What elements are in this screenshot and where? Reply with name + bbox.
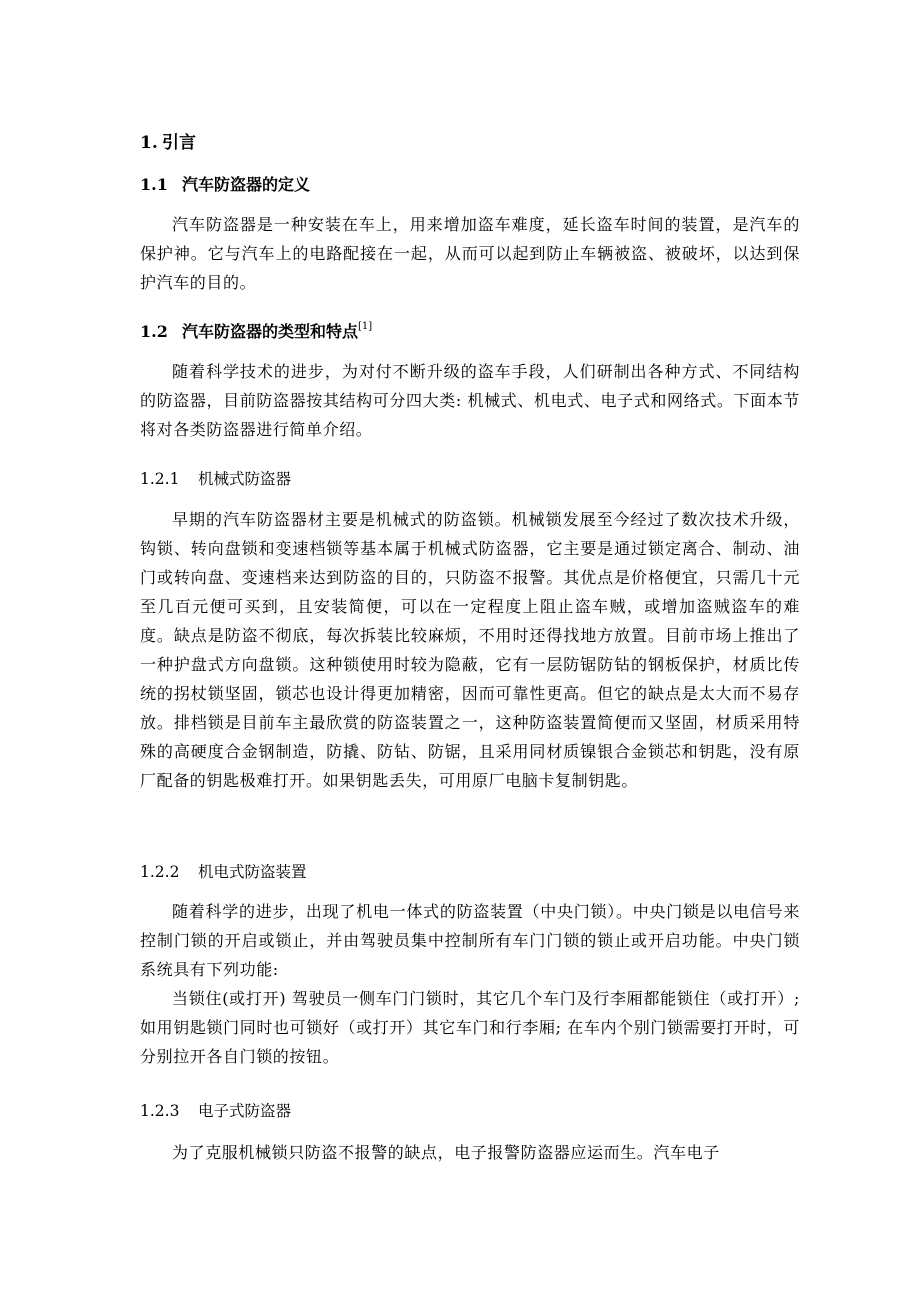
section-1-2-1-heading [140, 467, 800, 491]
section-title: 电子式防盗器 [198, 1102, 292, 1120]
section-number: 1.2.3 [140, 1102, 180, 1120]
citation-ref: [1] [358, 321, 373, 332]
section-title: 汽车防盗器的类型和特点 [182, 322, 359, 341]
section-number: 1.2.2 [140, 863, 180, 881]
section-number: 1.1 [140, 175, 168, 194]
section-1-2-2-paragraph-2: 当锁住(或打开) 驾驶员一侧车门门锁时，其它几个车门及行李厢都能锁住（或打开）; 如用钥匙锁门同时也可锁好（或打开）其它车门和行李厢; 在车内个别门锁需要打开时，可分别拉开各自门锁的按钮。 [140, 989, 800, 1066]
section-1-2-2-heading [140, 860, 800, 884]
section-1-2-3-heading [140, 1099, 800, 1123]
section-number: 1.2 [140, 322, 168, 341]
section-number: 1.2.1 [140, 470, 180, 488]
chapter-number: 1. [140, 133, 158, 153]
section-title: 汽车防盗器的定义 [182, 175, 311, 194]
section-1-1-paragraph: 汽车防盗器是一种安装在车上，用来增加盗车难度，延长盗车时间的装置，是汽车的保护神。它与汽车上的电路配接在一起，从而可以起到防止车辆被盗、被破坏，以达到保护汽车的目的。 [140, 215, 800, 292]
section-1-2-2-paragraph: 随着科学的进步，出现了机电一体式的防盗装置（中央门锁）。中央门锁是以电信号来控制门锁的开启或锁止，并由驾驶员集中控制所有车门门锁的锁止或开启功能。中央门锁系统具有下列功能: [140, 902, 800, 979]
section-title: 机电式防盗装置 [198, 863, 307, 881]
section-1-2-3-paragraph: 为了克服机械锁只防盗不报警的缺点，电子报警防盗器应运而生。汽车电子 [172, 1143, 720, 1162]
section-1-2-heading [140, 320, 800, 344]
section-title: 机械式防盗器 [198, 470, 292, 488]
chapter-heading [140, 131, 800, 155]
section-1-1-heading [140, 173, 800, 197]
chapter-title: 引言 [162, 133, 196, 153]
section-1-2-paragraph: 随着科学技术的进步，为对付不断升级的盗车手段，人们研制出各种方式、不同结构的防盗器，目前防盗器按其结构可分四大类: 机械式、机电式、电子式和网络式。下面本节将对各类防盗器进行简单介绍。 [140, 362, 800, 439]
section-1-2-1-paragraph: 早期的汽车防盗器材主要是机械式的防盗锁。机械锁发展至今经过了数次技术升级，钩锁、转向盘锁和变速档锁等基本属于机械式防盗器，它主要是通过锁定离合、制动、油门或转向盘、变速档来达到防盗的目的，只防盗不报警。其优点是价格便宜，只需几十元至几百元便可买到，且安装简便，可以在一定程度上阻止盗车贼，或增加盗贼盗车的难度。缺点是防盗不彻底，每次拆装比较麻烦，不用时还得找地方放置。目前市场上推出了一种护盘式方向盘锁。这种锁使用时较为隐蔽，它有一层防锯防钻的钢板保护，材质比传统的拐杖锁坚固，锁芯也设计得更加精密，因而可靠性更高。但它的缺点是太大而不易存放。排档锁是目前车主最欣赏的防盗装置之一，这种防盗装置简便而又坚固，材质采用特殊的高硬度合金钢制造，防撬、防钻、防锯，且采用同材质镍银合金锁芯和钥匙，没有原厂配备的钥匙极难打开。如果钥匙丢失，可用原厂电脑卡复制钥匙。 [140, 510, 800, 790]
